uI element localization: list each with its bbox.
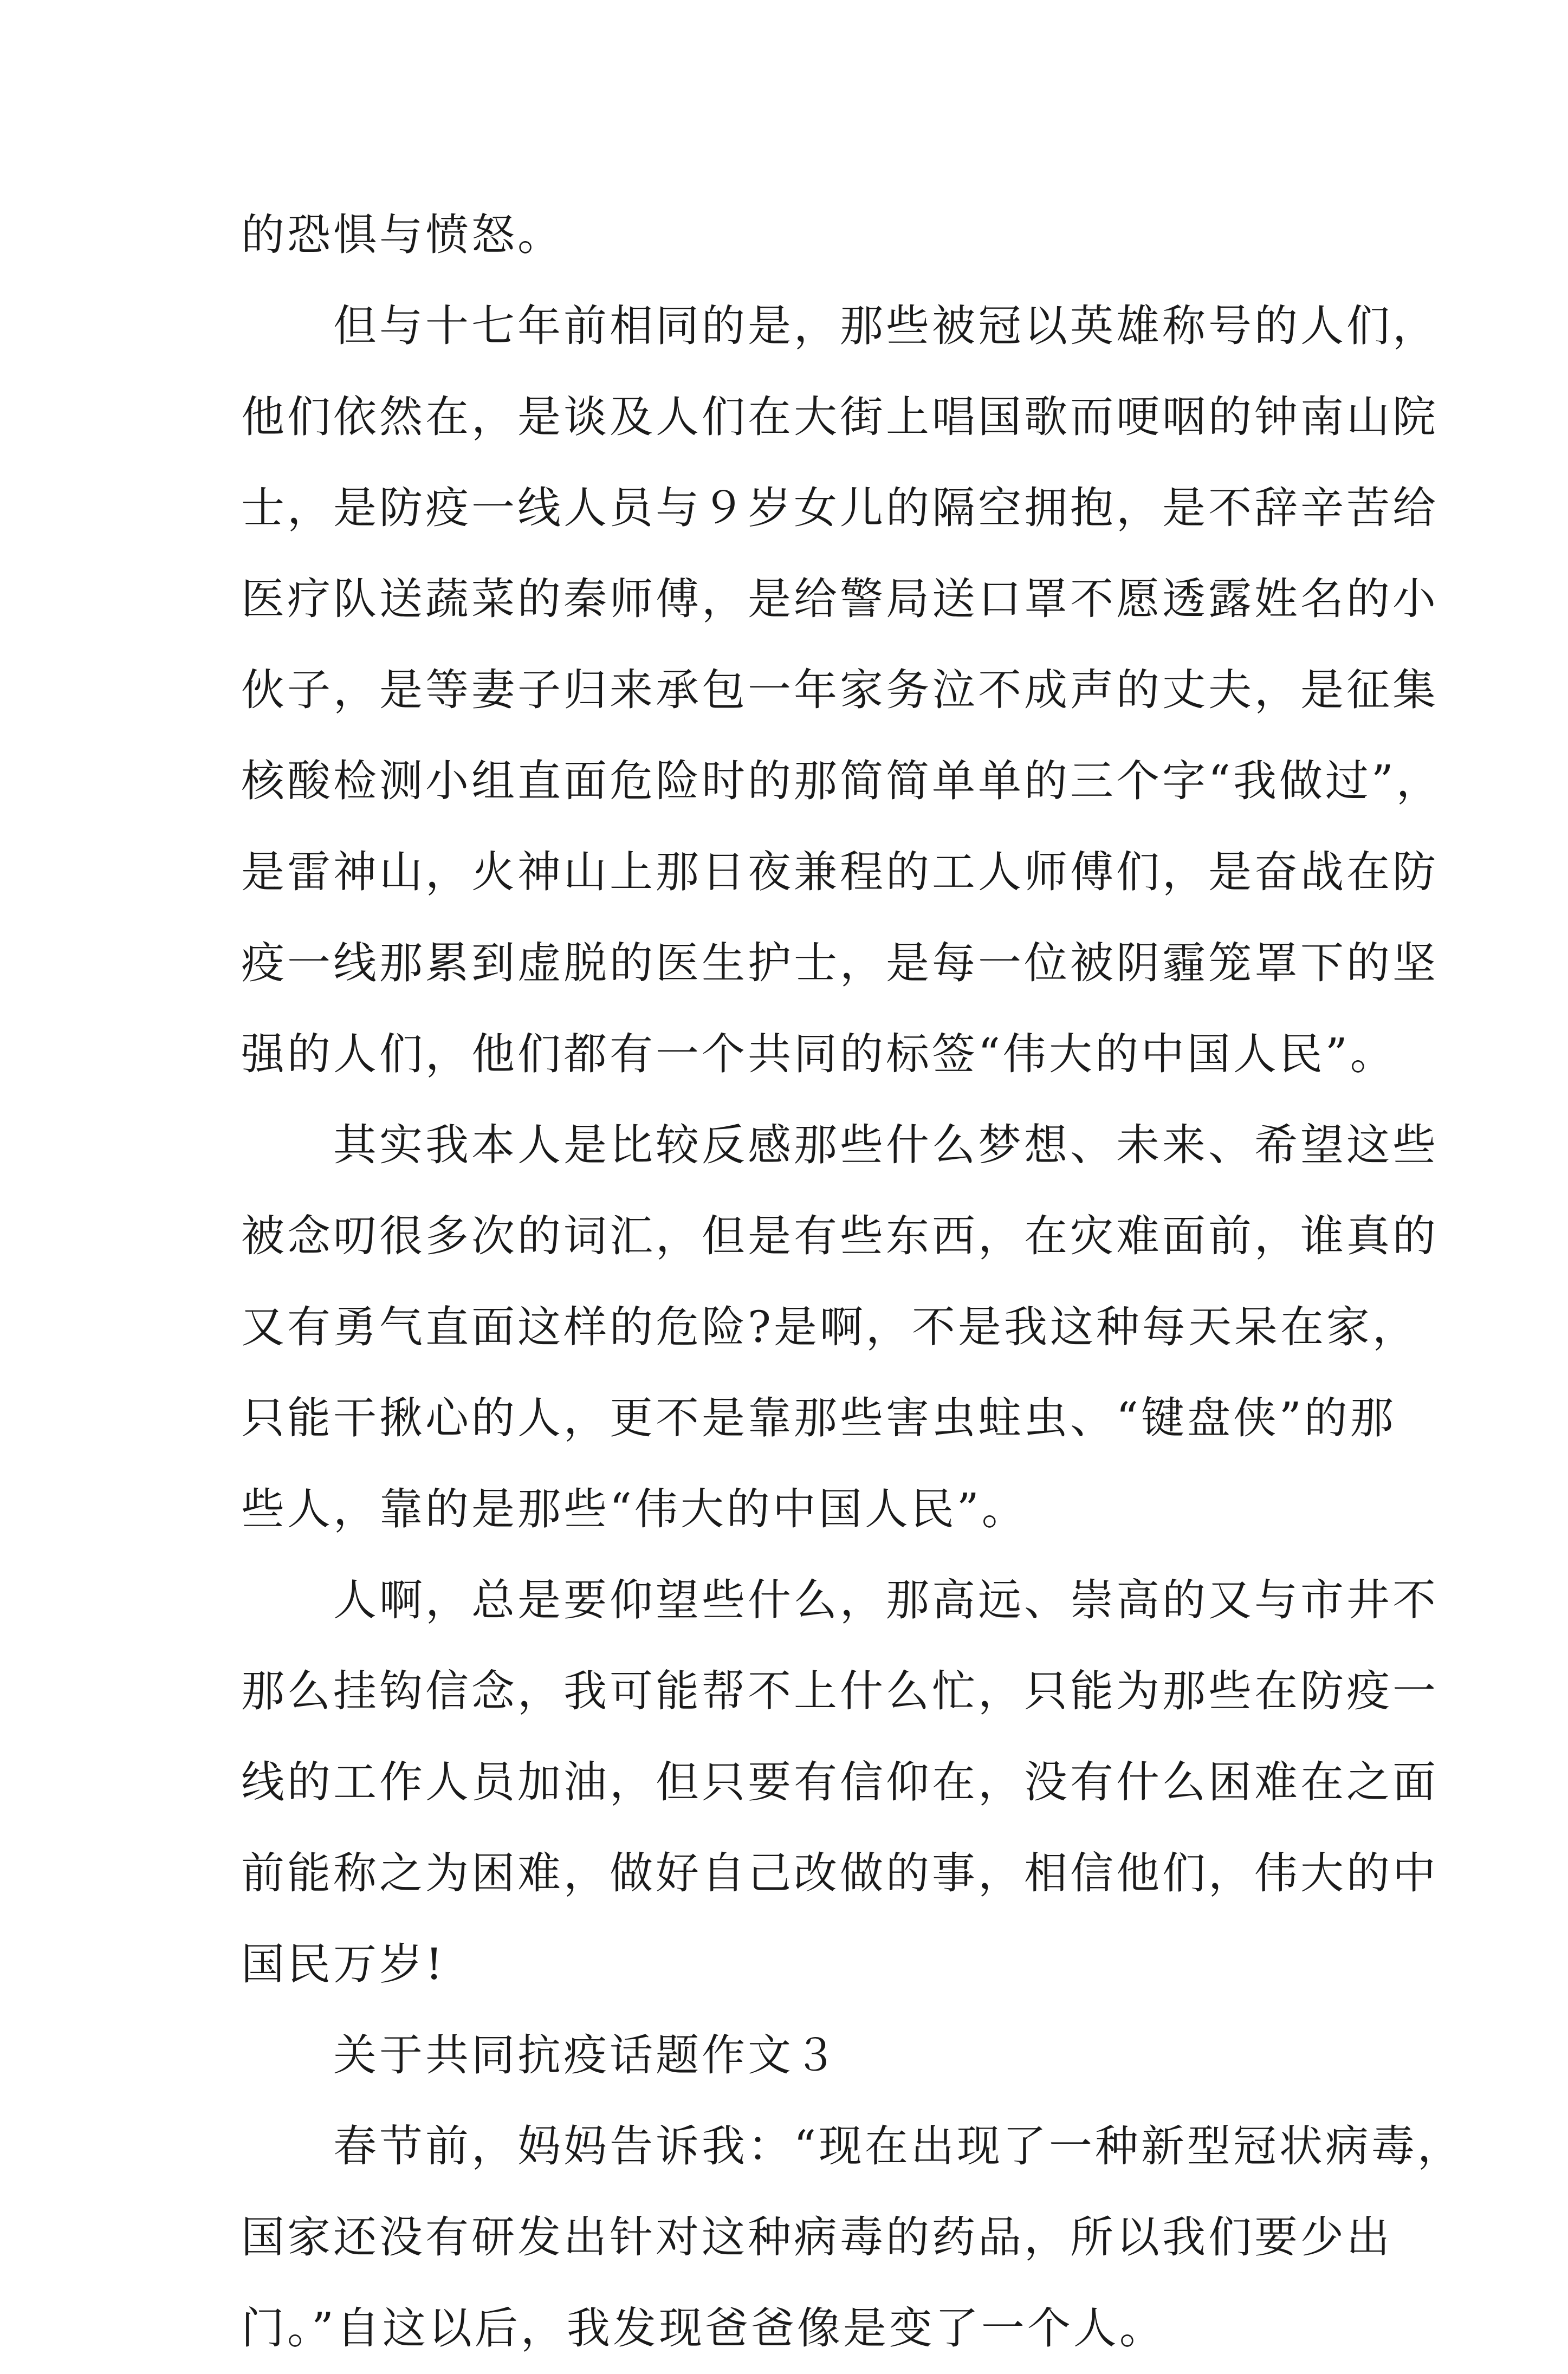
text-line: 春节前，妈妈告诉我：“现在出现了一种新型冠状病毒， (333, 2121, 1463, 2171)
section-heading (241, 2010, 1325, 2101)
text-line: 医疗队送蔬菜的秦师傅，是给警局送口罩不愿透露姓名的小 (241, 574, 1439, 624)
text-line: 关于共同抗疫话题作文３ (333, 2030, 840, 2080)
text-line: 那么挂钩信念，我可能帮不上什么忙，只能为那些在防疫一 (241, 1666, 1439, 1716)
text-line: 人啊，总是要仰望些什么，那高远、崇高的又与市井不 (333, 1575, 1439, 1625)
paragraph (241, 1555, 1439, 2010)
text-line: 些人，靠的是那些“伟大的中国人民”。 (241, 1484, 1028, 1534)
text-line: 线的工作人员加油，但只要有信仰在，没有什么困难在之面 (241, 1757, 1439, 1807)
text-line: 其实我本人是比较反感那些什么梦想、未来、希望这些 (333, 1120, 1439, 1170)
text-line: 核酸检测小组直面危险时的那简简单单的三个字“我做过”， (241, 756, 1442, 806)
text-line: 士，是防疫一线人员与９岁女儿的隔空拥抱，是不辞辛苦给 (241, 483, 1439, 533)
paragraph (241, 281, 1442, 1100)
text-line: 是雷神山，火神山上那日夜兼程的工人师傅们，是奋战在防 (241, 847, 1439, 897)
text-line: 被念叨很多次的词汇，但是有些东西，在灾难面前，谁真的 (241, 1211, 1439, 1261)
text-line: 国民万岁! (241, 1939, 446, 1989)
document-body (241, 190, 1463, 2374)
paragraph (241, 1100, 1439, 1555)
text-line: 他们依然在，是谈及人们在大街上唱国歌而哽咽的钟南山院 (241, 392, 1439, 442)
paragraph (241, 2101, 1463, 2374)
text-line: 疫一线那累到虚脱的医生护士，是每一位被阴霾笼罩下的坚 (241, 938, 1439, 988)
paragraph (241, 190, 1325, 281)
text-line: 门。”自这以后，我发现爸爸像是变了一个人。 (241, 2303, 1165, 2353)
text-line: 国家还没有研发出针对这种病毒的药品，所以我们要少出 (241, 2212, 1392, 2262)
text-line: 只能干揪心的人，更不是靠那些害虫蛀虫、“键盘侠”的那 (241, 1393, 1396, 1443)
text-line: 但与十七年前相同的是，那些被冠以英雄称号的人们， (333, 301, 1439, 351)
text-line: 伙子，是等妻子归来承包一年家务泣不成声的丈夫，是征集 (241, 665, 1439, 715)
text-line: 前能称之为困难，做好自己改做的事，相信他们，伟大的中 (241, 1848, 1439, 1898)
text-line: 的恐惧与愤怒。 (241, 210, 563, 260)
text-line: 又有勇气直面这样的危险?是啊，不是我这种每天呆在家， (241, 1302, 1418, 1352)
text-line: 强的人们，他们都有一个共同的标签“伟大的中国人民”。 (241, 1029, 1396, 1079)
